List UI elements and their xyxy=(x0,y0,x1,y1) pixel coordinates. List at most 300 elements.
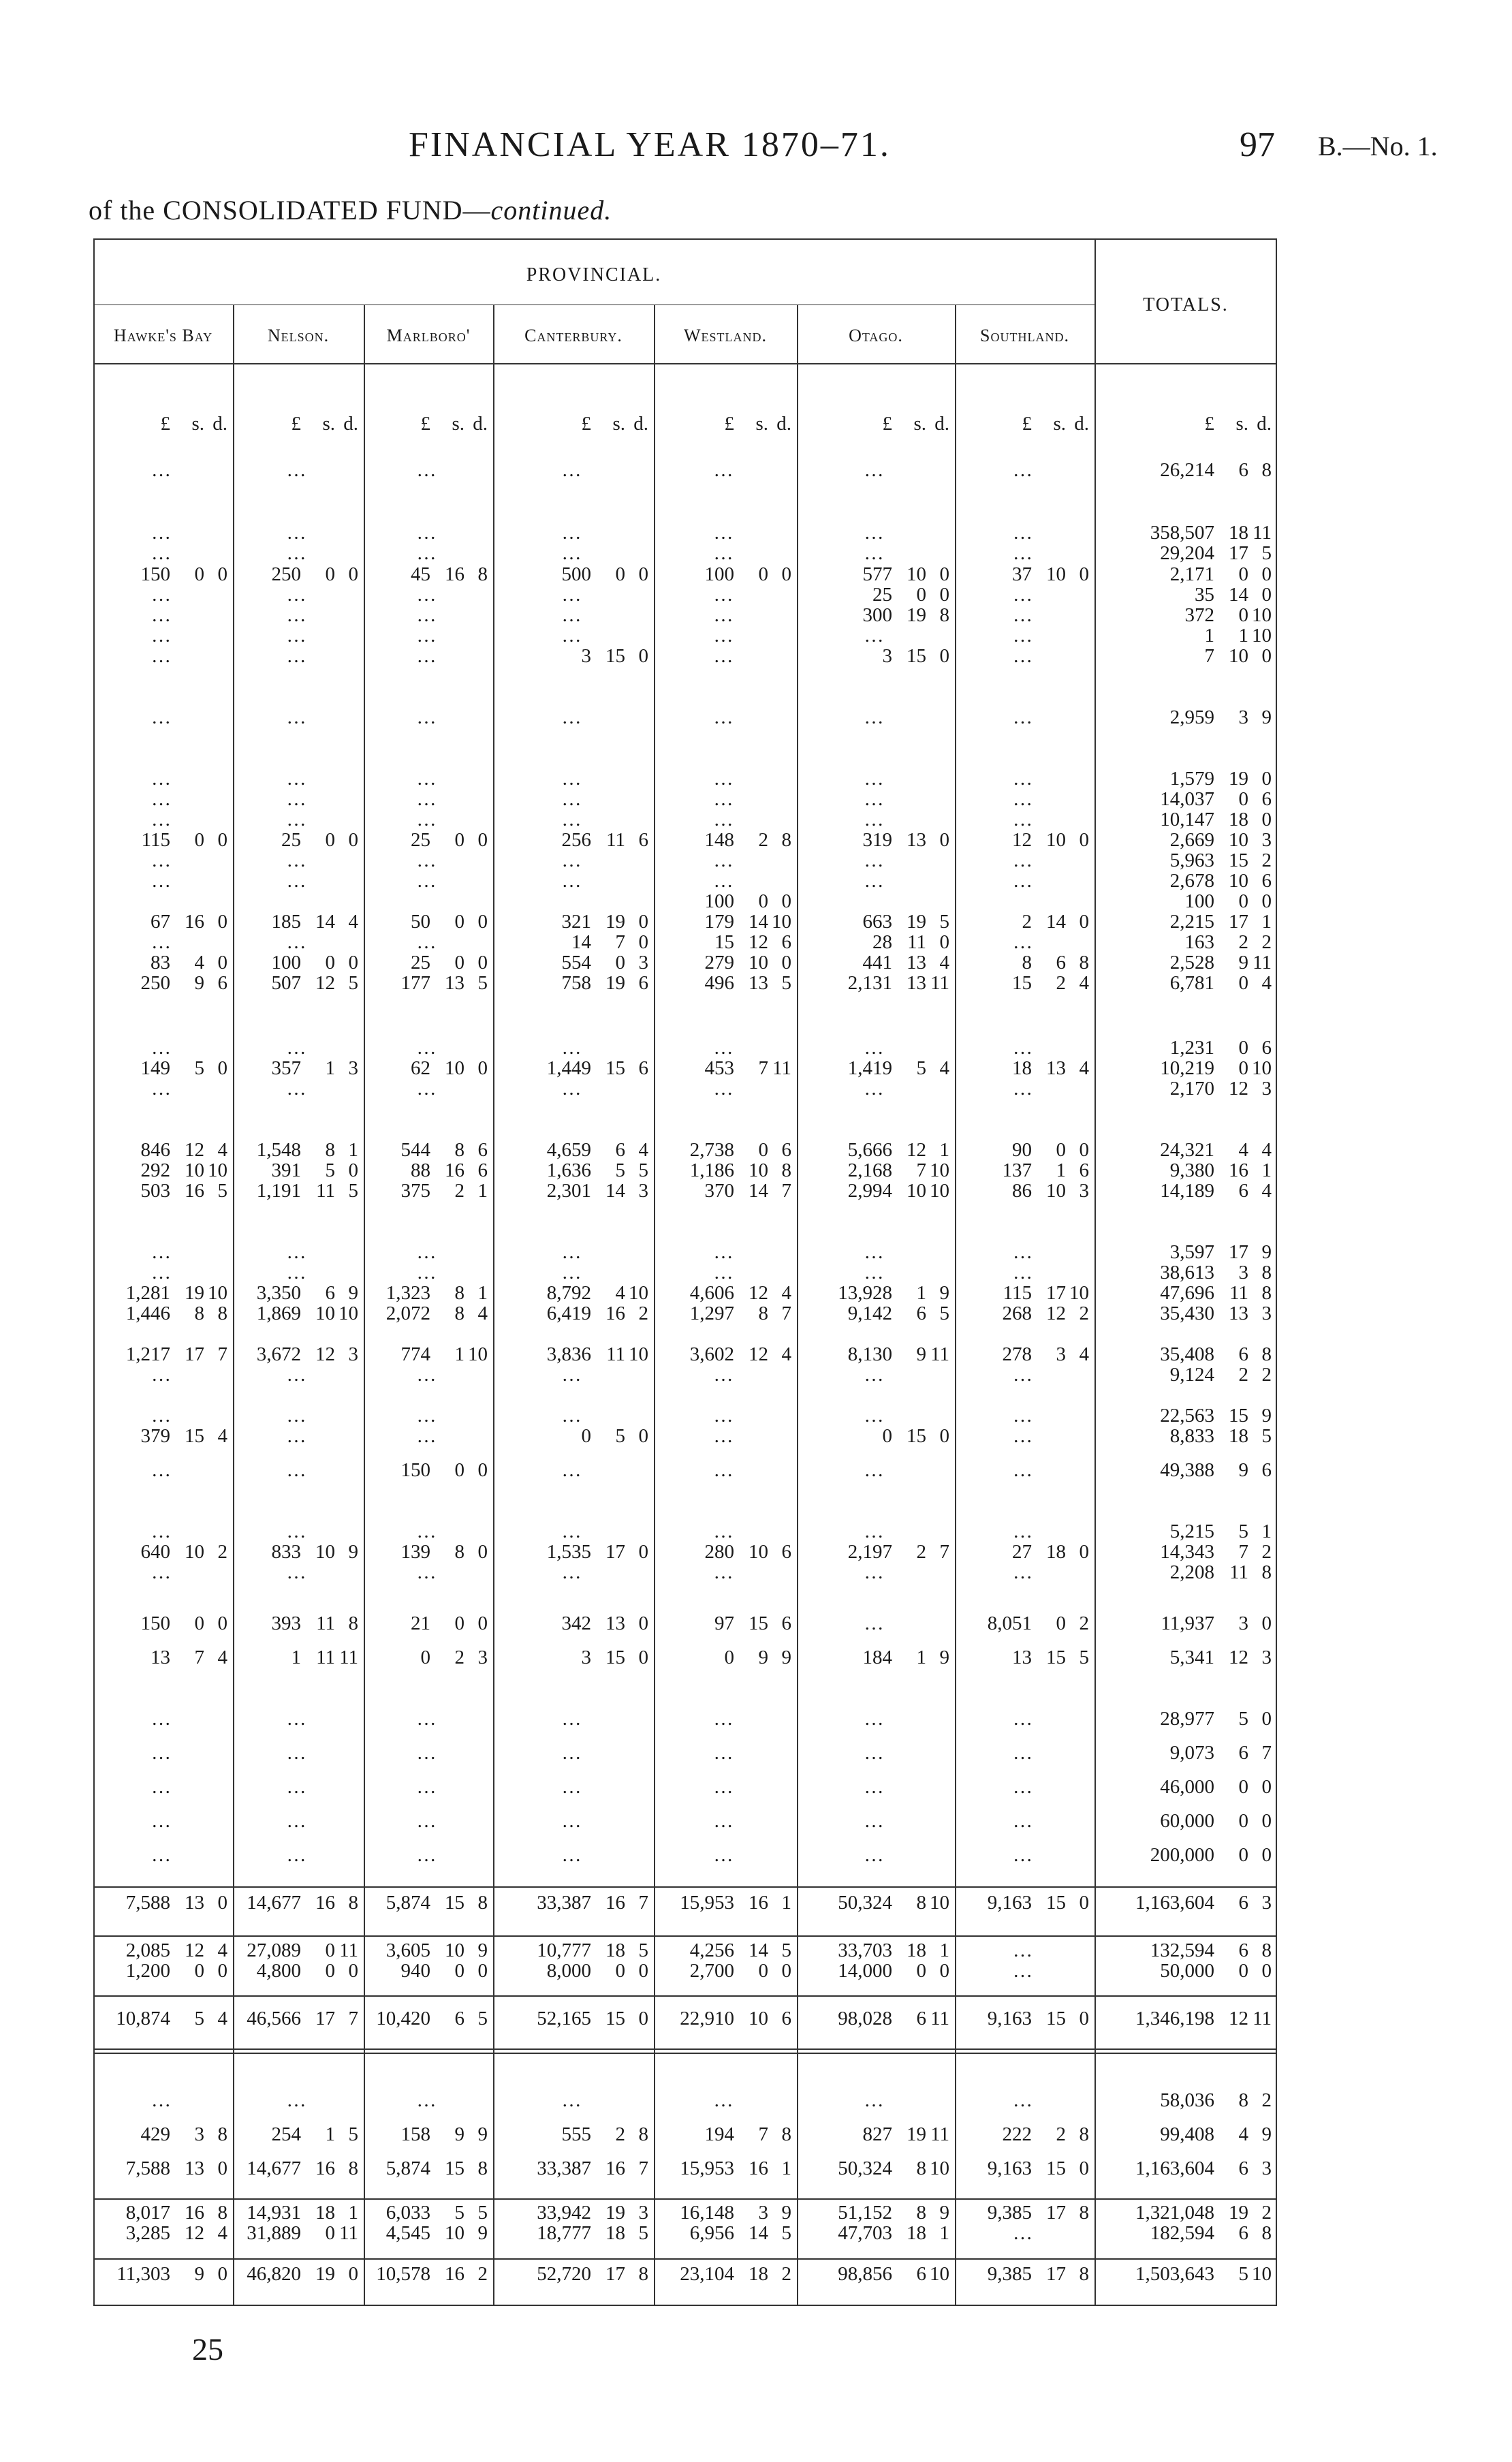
pence: 9 xyxy=(1261,1241,1272,1263)
pounds: 2 xyxy=(1022,911,1032,933)
totals-cell xyxy=(1097,828,1272,852)
shillings: 7 xyxy=(1238,1541,1248,1563)
amount-cell xyxy=(958,2222,1089,2245)
shillings: 13 xyxy=(907,952,926,973)
ellipsis-mark: … xyxy=(561,1364,583,1386)
totals-cell xyxy=(1097,2201,1272,2224)
ellipsis-mark: … xyxy=(416,870,438,892)
pounds: 0 xyxy=(420,1647,430,1668)
pounds: 393 xyxy=(271,1612,301,1634)
shillings: 16 xyxy=(445,1159,464,1181)
pounds: 1,191 xyxy=(256,1180,301,1202)
amount-cell xyxy=(958,458,1089,482)
shillings: 17 xyxy=(315,2008,335,2029)
amount-cell xyxy=(236,1540,358,1563)
col-rule xyxy=(493,305,494,2306)
shillings: 17 xyxy=(605,2263,625,2285)
ellipsis-mark: … xyxy=(713,1459,735,1481)
shillings: 0 xyxy=(194,563,204,585)
amount-cell xyxy=(236,1520,358,1543)
ellipsis-mark: … xyxy=(416,625,438,646)
ellipsis-mark: … xyxy=(561,1037,583,1059)
shillings: 0 xyxy=(325,1960,335,1982)
amount-cell xyxy=(958,2262,1089,2286)
pence: 8 xyxy=(477,563,488,585)
pounds: 88 xyxy=(411,1159,430,1181)
ellipsis-mark: … xyxy=(416,1521,438,1542)
amount-cell xyxy=(800,521,949,544)
amount-cell xyxy=(96,1520,227,1543)
pence: 6 xyxy=(477,1139,488,1161)
pence: 0 xyxy=(781,952,791,973)
pence: 4 xyxy=(781,1343,791,1365)
amount-cell xyxy=(96,1459,227,1482)
amount-cell xyxy=(496,521,648,544)
amount-cell xyxy=(657,1138,791,1162)
pence: 7 xyxy=(781,1180,791,1202)
amount-cell xyxy=(958,2007,1089,2030)
pounds: 5,874 xyxy=(385,1892,430,1914)
amount-cell xyxy=(96,788,227,811)
amount-cell xyxy=(657,1540,791,1563)
pounds: 33,942 xyxy=(537,2202,591,2224)
ellipsis-mark: … xyxy=(713,809,735,830)
shillings: 16 xyxy=(605,2157,625,2179)
shillings: 8 xyxy=(325,1139,335,1161)
shillings: 15 xyxy=(907,1425,926,1447)
amount-cell xyxy=(657,1741,791,1764)
ellipsis-mark: … xyxy=(1013,1960,1034,1982)
pence: 11 xyxy=(930,972,949,994)
ellipsis-mark: … xyxy=(151,1742,172,1764)
pounds: 60,000 xyxy=(1160,1810,1214,1832)
shillings: 14 xyxy=(749,1939,768,1961)
pounds: 184 xyxy=(862,1647,892,1668)
shillings: 6 xyxy=(1238,1742,1248,1764)
shillings: 14 xyxy=(315,911,335,933)
shillings: 3 xyxy=(1238,1262,1248,1283)
pence: 0 xyxy=(1079,1892,1089,1914)
pounds: 149 xyxy=(140,1057,170,1079)
col-rule xyxy=(233,305,234,2306)
shillings: 5 xyxy=(1238,1521,1248,1542)
shillings: 19 xyxy=(1229,768,1248,790)
amount-cell xyxy=(96,2262,227,2286)
pounds: 0 xyxy=(882,1425,892,1447)
ellipsis-mark: … xyxy=(561,1776,583,1798)
pounds: 100 xyxy=(1184,890,1214,912)
pence: 5 xyxy=(638,1159,648,1181)
amount-cell xyxy=(96,2157,227,2180)
ellipsis-mark: … xyxy=(864,2089,885,2111)
totals-cell xyxy=(1097,1459,1272,1482)
shillings: 3 xyxy=(1238,706,1248,728)
ellipsis-mark: … xyxy=(561,1561,583,1583)
amount-cell xyxy=(657,890,791,913)
amount-cell xyxy=(496,1459,648,1482)
pounds: 640 xyxy=(140,1541,170,1563)
pounds: 1,217 xyxy=(125,1343,170,1365)
pounds: 8,792 xyxy=(546,1282,591,1304)
amount-cell xyxy=(958,583,1089,606)
ellipsis-mark: … xyxy=(286,645,308,667)
shillings: 15 xyxy=(1046,1892,1066,1914)
ellipsis-mark: … xyxy=(864,768,885,790)
pence: 10 xyxy=(1252,604,1272,626)
pounds: 1,535 xyxy=(546,1541,591,1563)
ellipsis-mark: … xyxy=(151,604,172,626)
ellipsis-mark: … xyxy=(713,604,735,626)
pounds: 577 xyxy=(862,563,892,585)
ellipsis-mark: … xyxy=(561,1708,583,1730)
pounds: 137 xyxy=(1002,1159,1032,1181)
amount-cell xyxy=(96,1843,227,1867)
pence: 0 xyxy=(217,563,227,585)
pence: 6 xyxy=(781,1612,791,1634)
pounds: 62 xyxy=(411,1057,430,1079)
shillings: 16 xyxy=(749,2157,768,2179)
pounds: 200,000 xyxy=(1150,1844,1214,1866)
ellipsis-mark: … xyxy=(151,459,172,481)
shillings: 0 xyxy=(1238,1037,1248,1059)
pence: 0 xyxy=(1261,584,1272,606)
pence: 0 xyxy=(1261,809,1272,830)
amount-cell xyxy=(236,2123,358,2146)
pence: 6 xyxy=(1261,1459,1272,1481)
ellipsis-mark: … xyxy=(416,1037,438,1059)
shillings: 10 xyxy=(445,2222,464,2244)
shillings: 11 xyxy=(907,931,926,953)
ellipsis-mark: … xyxy=(286,1776,308,1798)
ellipsis-mark: … xyxy=(864,1459,885,1481)
shillings: 18 xyxy=(907,2222,926,2244)
amount-cell xyxy=(236,1036,358,1059)
pence: 10 xyxy=(930,1159,949,1181)
totals-cell xyxy=(1097,1363,1272,1386)
ellipsis-mark: … xyxy=(416,522,438,544)
amount-cell xyxy=(958,1077,1089,1100)
pence: 0 xyxy=(1261,1776,1272,1798)
pounds: 29,204 xyxy=(1160,542,1214,564)
pence: 9 xyxy=(781,2202,791,2224)
pence: 2 xyxy=(1261,1364,1272,1386)
pounds: 115 xyxy=(141,829,170,851)
amount-cell xyxy=(800,1424,949,1448)
shillings: 10 xyxy=(185,1159,204,1181)
pence: 7 xyxy=(217,1343,227,1365)
pence: 9 xyxy=(348,1541,358,1563)
pounds: 10,219 xyxy=(1160,1057,1214,1079)
pence: 3 xyxy=(1261,1078,1272,1100)
ellipsis-mark: … xyxy=(286,768,308,790)
pence: 7 xyxy=(781,1303,791,1324)
shillings: 16 xyxy=(445,2263,464,2285)
amount-cell xyxy=(496,1077,648,1100)
ellipsis-mark: … xyxy=(713,706,735,728)
pounds: 503 xyxy=(140,1180,170,1202)
amount-cell xyxy=(958,1036,1089,1059)
amount-cell xyxy=(657,1707,791,1730)
pounds: 1,548 xyxy=(256,1139,301,1161)
shillings: 18 xyxy=(1046,1541,1066,1563)
pounds: 22,910 xyxy=(680,2008,734,2029)
amount-cell xyxy=(800,563,949,586)
amount-cell xyxy=(366,458,488,482)
pounds: 1,636 xyxy=(546,1159,591,1181)
pounds: 496 xyxy=(704,972,734,994)
amount-cell xyxy=(496,583,648,606)
amount-cell xyxy=(800,890,949,913)
shillings: 0 xyxy=(454,829,464,851)
pence: 8 xyxy=(1261,459,1272,481)
page-number: 97 xyxy=(1240,125,1275,164)
shillings: 16 xyxy=(605,1892,625,1914)
section-rule xyxy=(93,2053,1277,2054)
pounds: 185 xyxy=(271,911,301,933)
shillings: 14 xyxy=(1229,584,1248,606)
shillings: 19 xyxy=(185,1282,204,1304)
amount-cell xyxy=(657,1057,791,1080)
pence: d. xyxy=(934,413,949,435)
shillings: s. xyxy=(322,413,335,435)
amount-cell xyxy=(366,2157,488,2180)
shillings: 12 xyxy=(185,2222,204,2244)
amount-cell xyxy=(958,971,1089,995)
amount-cell xyxy=(366,951,488,974)
pence: 0 xyxy=(1079,911,1089,933)
amount-cell xyxy=(800,1036,949,1059)
col-header-otago: Otago. xyxy=(849,326,903,345)
amount-cell xyxy=(236,1707,358,1730)
pounds: 1,281 xyxy=(125,1282,170,1304)
ellipsis-mark: … xyxy=(561,1241,583,1263)
ellipsis-mark: … xyxy=(1013,1810,1034,1832)
shillings: 0 xyxy=(615,1960,625,1982)
amount-cell xyxy=(236,2157,358,2180)
pence: 5 xyxy=(939,911,949,933)
pence: 4 xyxy=(1261,1139,1272,1161)
amount-cell xyxy=(496,1343,648,1366)
amount-cell xyxy=(657,542,791,565)
amount-cell xyxy=(366,1741,488,1764)
shillings: 11 xyxy=(316,1647,335,1668)
pounds: 26,214 xyxy=(1160,459,1214,481)
ellipsis-mark: … xyxy=(286,1521,308,1542)
shillings: 0 xyxy=(758,1960,768,1982)
amount-cell xyxy=(958,1057,1089,1080)
ellipsis-mark: … xyxy=(151,788,172,810)
amount-cell xyxy=(657,971,791,995)
shillings: 15 xyxy=(605,1647,625,1668)
shillings: 19 xyxy=(605,911,625,933)
shillings: 0 xyxy=(1238,604,1248,626)
pence: 8 xyxy=(1261,1939,1272,1961)
amount-cell xyxy=(496,890,648,913)
pence: d. xyxy=(1257,413,1272,435)
amount-cell xyxy=(236,706,358,729)
amount-cell xyxy=(657,1520,791,1543)
shillings: 0 xyxy=(454,1612,464,1634)
shillings: 11 xyxy=(1229,1561,1248,1583)
pence: 1 xyxy=(1261,1521,1272,1542)
shillings: 12 xyxy=(749,1282,768,1304)
ellipsis-mark: … xyxy=(713,768,735,790)
pounds: 1,579 xyxy=(1169,768,1214,790)
amount-cell xyxy=(657,1036,791,1059)
amount-cell xyxy=(496,1741,648,1764)
pounds: 9,163 xyxy=(987,1892,1032,1914)
pence: 2 xyxy=(1079,1303,1089,1324)
col-rule xyxy=(955,305,956,2306)
amount-cell xyxy=(958,1138,1089,1162)
pounds: 9,380 xyxy=(1169,1159,1214,1181)
amount-cell xyxy=(236,1363,358,1386)
pounds: 2,131 xyxy=(847,972,892,994)
pounds: 2,197 xyxy=(847,1541,892,1563)
shillings: 19 xyxy=(907,604,926,626)
amount-cell xyxy=(96,2007,227,2030)
amount-cell xyxy=(236,971,358,995)
amount-cell xyxy=(958,1775,1089,1798)
ellipsis-mark: … xyxy=(713,1262,735,1283)
amount-cell xyxy=(800,458,949,482)
ellipsis-mark: … xyxy=(286,788,308,810)
amount-cell xyxy=(496,1363,648,1386)
amount-cell xyxy=(96,1707,227,1730)
pounds: 3 xyxy=(581,645,591,667)
ellipsis-mark: … xyxy=(416,1742,438,1764)
ellipsis-mark: … xyxy=(1013,1939,1034,1961)
amount-cell xyxy=(800,1646,949,1669)
pounds: 35 xyxy=(1195,584,1214,606)
pence: 8 xyxy=(348,2157,358,2179)
amount-cell xyxy=(366,2123,488,2146)
pounds: 250 xyxy=(271,563,301,585)
amount-cell xyxy=(236,1741,358,1764)
totals-cell xyxy=(1097,1159,1272,1182)
ellipsis-mark: … xyxy=(151,1078,172,1100)
shillings: 12 xyxy=(315,1343,335,1365)
amount-cell xyxy=(96,1646,227,1669)
pence: 5 xyxy=(781,972,791,994)
totals-cell xyxy=(1097,1424,1272,1448)
shillings: 16 xyxy=(605,1303,625,1324)
pence: 0 xyxy=(939,1960,949,1982)
unit-cell xyxy=(496,412,648,435)
ellipsis-mark: … xyxy=(1013,542,1034,564)
shillings: 0 xyxy=(1056,1139,1066,1161)
pence: 10 xyxy=(1252,625,1272,646)
pence: 4 xyxy=(217,1425,227,1447)
shillings: 0 xyxy=(194,1612,204,1634)
ellipsis-mark: … xyxy=(416,788,438,810)
ellipsis-mark: … xyxy=(864,459,885,481)
consolidated-fund-table xyxy=(93,238,1277,2306)
pence: 8 xyxy=(1079,2263,1089,2285)
amount-cell xyxy=(800,583,949,606)
pounds: 4,659 xyxy=(546,1139,591,1161)
pounds: 3 xyxy=(882,645,892,667)
ellipsis-mark: … xyxy=(416,706,438,728)
pounds: 158 xyxy=(400,2123,430,2145)
shillings: 10 xyxy=(749,952,768,973)
pounds: 13,928 xyxy=(838,1282,892,1304)
pence: 0 xyxy=(217,1057,227,1079)
pence: 10 xyxy=(468,1343,488,1365)
pounds: 23,104 xyxy=(680,2263,734,2285)
amount-cell xyxy=(657,1424,791,1448)
pence: 3 xyxy=(1261,829,1272,851)
shillings: 12 xyxy=(185,1139,204,1161)
ellipsis-mark: … xyxy=(864,1708,885,1730)
totals-cell xyxy=(1097,563,1272,586)
amount-cell xyxy=(800,869,949,892)
pence: 7 xyxy=(638,2157,648,2179)
pence: 0 xyxy=(939,931,949,953)
amount-cell xyxy=(496,1159,648,1182)
shillings: 2 xyxy=(1238,931,1248,953)
pence: 7 xyxy=(939,1541,949,1563)
pence: 1 xyxy=(477,1282,488,1304)
ellipsis-mark: … xyxy=(151,1405,172,1427)
ellipsis-mark: … xyxy=(286,459,308,481)
amount-cell xyxy=(96,1891,227,1914)
shillings: 15 xyxy=(907,645,926,667)
pence: 5 xyxy=(939,1303,949,1324)
amount-cell xyxy=(958,869,1089,892)
pence: 0 xyxy=(477,952,488,973)
amount-cell xyxy=(496,1646,648,1669)
amount-cell xyxy=(800,1540,949,1563)
amount-cell xyxy=(657,1646,791,1669)
ellipsis-mark: … xyxy=(286,1810,308,1832)
pounds: 50,324 xyxy=(838,2157,892,2179)
pounds: 2,208 xyxy=(1169,1561,1214,1583)
pounds: 52,165 xyxy=(537,2008,591,2029)
amount-cell xyxy=(496,808,648,831)
ellipsis-mark: … xyxy=(1013,584,1034,606)
amount-cell xyxy=(496,1561,648,1584)
pence: 4 xyxy=(939,1057,949,1079)
amount-cell xyxy=(366,828,488,852)
pence: 4 xyxy=(1261,972,1272,994)
pence: 11 xyxy=(1253,522,1272,544)
amount-cell xyxy=(96,1179,227,1202)
shillings: 0 xyxy=(916,1960,926,1982)
amount-cell xyxy=(96,1077,227,1100)
ellipsis-mark: … xyxy=(713,2089,735,2111)
amount-cell xyxy=(96,706,227,729)
pence: 10 xyxy=(772,911,791,933)
amount-cell xyxy=(366,869,488,892)
shillings: 11 xyxy=(316,1612,335,1634)
shillings: 2 xyxy=(454,1180,464,1202)
pence: 2 xyxy=(1261,2089,1272,2111)
shillings: 15 xyxy=(445,1892,464,1914)
shillings: 0 xyxy=(325,829,335,851)
pence: 8 xyxy=(1079,952,1089,973)
ellipsis-mark: … xyxy=(1013,625,1034,646)
shillings: 14 xyxy=(1046,911,1066,933)
shillings: s. xyxy=(755,413,768,435)
shillings: 18 xyxy=(907,1939,926,1961)
amount-cell xyxy=(657,2007,791,2030)
amount-cell xyxy=(96,2201,227,2224)
shillings: 0 xyxy=(1238,1844,1248,1866)
ellipsis-mark: … xyxy=(713,1405,735,1427)
pence: 2 xyxy=(1261,850,1272,871)
amount-cell xyxy=(657,2157,791,2180)
